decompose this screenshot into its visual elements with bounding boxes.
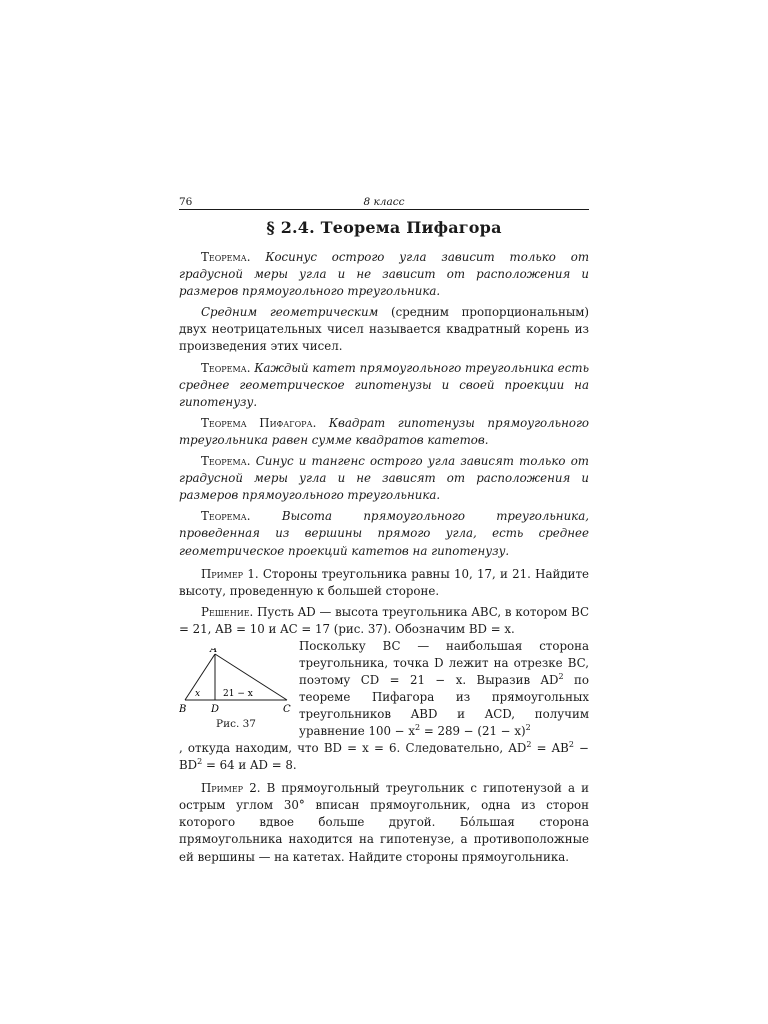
- theorem-label: Теорема Пифагора.: [201, 415, 317, 430]
- example-2: [179, 780, 589, 865]
- page-body: [179, 249, 589, 870]
- theorem-1: [179, 249, 589, 300]
- solution-text: , откуда находим, что BD = x = 6. Следовательно, AD: [179, 740, 527, 755]
- theorem-label: Теорема.: [201, 454, 251, 469]
- theorem-text: Каждый катет прямоугольного треугольника есть среднее геометрическое гипотенузы и своей проекции на гипотенузу.: [179, 360, 589, 409]
- solution-text: Пусть AD — высота треугольника ABC, в котором BC = 21, AB = 10 и AC = 17 (рис. 37). Обозначим BD = x.: [179, 604, 589, 636]
- example-label: Пример 2.: [201, 781, 261, 796]
- theorem-2: [179, 360, 589, 411]
- solution-intro: [179, 604, 589, 638]
- page-header: [179, 196, 589, 210]
- solution-text: = AB: [531, 740, 569, 755]
- figure-37: [179, 648, 295, 734]
- section-title: § 2.4. Теорема Пифагора: [266, 218, 502, 237]
- definition-paren: (средним пропорциональным): [391, 305, 589, 320]
- solution-text: по теореме Пифагора из прямоугольных треугольников ABD и ACD, получим уравнение 100 − x: [299, 673, 589, 739]
- solution-text: − BD: [179, 740, 589, 773]
- label-a: A: [210, 647, 218, 655]
- solution-label: Решение.: [201, 604, 254, 619]
- theorem-text: Синус и тангенс острого угла зависят только от градусной меры угла и не зависят от расположения и размеров прямоугольного треугольника.: [179, 454, 589, 503]
- example-1: [179, 566, 589, 600]
- running-title: 8 класс: [363, 196, 405, 208]
- page-number: 76: [179, 196, 193, 208]
- superscript: 2: [558, 672, 564, 682]
- example-text: В прямоугольный треугольник с гипотенузой a и острым углом 30° вписан прямоугольник, одна из сторон которого вдвое больше другой. Бо́льшая сторона прямоугольника находится на гипотенузе, а противоположные ей вершины — на катетах. Найдите стороны прямоугольника.: [179, 781, 589, 864]
- definition-term: Средним геометрическим: [201, 305, 379, 320]
- theorem-text: Квадрат гипотенузы прямоугольного треугольника равен сумме квадратов катетов.: [179, 415, 590, 447]
- superscript: 2: [525, 723, 531, 733]
- label-d: D: [211, 703, 220, 715]
- theorem-label: Теорема.: [201, 250, 251, 264]
- definition-rest: двух неотрицательных чисел называется квадратный корень из произведения этих чисел.: [179, 322, 589, 354]
- solution-conclusion: [179, 740, 589, 774]
- triangle-diagram: [179, 648, 295, 718]
- example-text: Стороны треугольника равны 10, 17, и 21. Найдите высоту, проведенную к большей стороне.: [179, 566, 589, 598]
- figure-caption: Рис. 37: [216, 717, 256, 730]
- figure-block: [179, 638, 589, 742]
- theorem-4: [179, 508, 589, 559]
- solution-text: = 289 − (21 − x): [420, 724, 526, 739]
- superscript: 2: [526, 740, 532, 750]
- label-b: B: [179, 703, 187, 715]
- theorem-3: [179, 453, 589, 504]
- superscript: 2: [568, 740, 574, 750]
- label-21-minus-x: 21 − x: [223, 688, 253, 699]
- solution-wrapped-text: [299, 638, 589, 741]
- solution-text: Поскольку BC — наибольшая сторона треугольника, точка D лежит на отрезке BC, поэтому CD = 21 − x. Выразив AD: [299, 638, 589, 688]
- label-x: x: [195, 688, 201, 699]
- theorem-label: Теорема.: [201, 360, 251, 375]
- theorem-label: Теорема.: [201, 509, 251, 524]
- header-rule: [179, 209, 589, 210]
- definition: [179, 304, 589, 355]
- superscript: 2: [415, 723, 421, 733]
- theorem-text: Высота прямоугольного треугольника, проведенная из вершины прямого угла, есть среднее геометрическое проекций катетов на гипотенузу.: [179, 509, 590, 558]
- solution-text: = 64 и AD = 8.: [202, 758, 297, 773]
- theorem-text: Косинус острого угла зависит только от градусной меры угла и не зависит от расположения и размеров прямоугольного треугольника.: [179, 250, 590, 299]
- example-label: Пример 1.: [201, 566, 259, 581]
- superscript: 2: [197, 757, 203, 767]
- theorem-pythagoras: [179, 415, 589, 449]
- label-c: C: [283, 703, 291, 715]
